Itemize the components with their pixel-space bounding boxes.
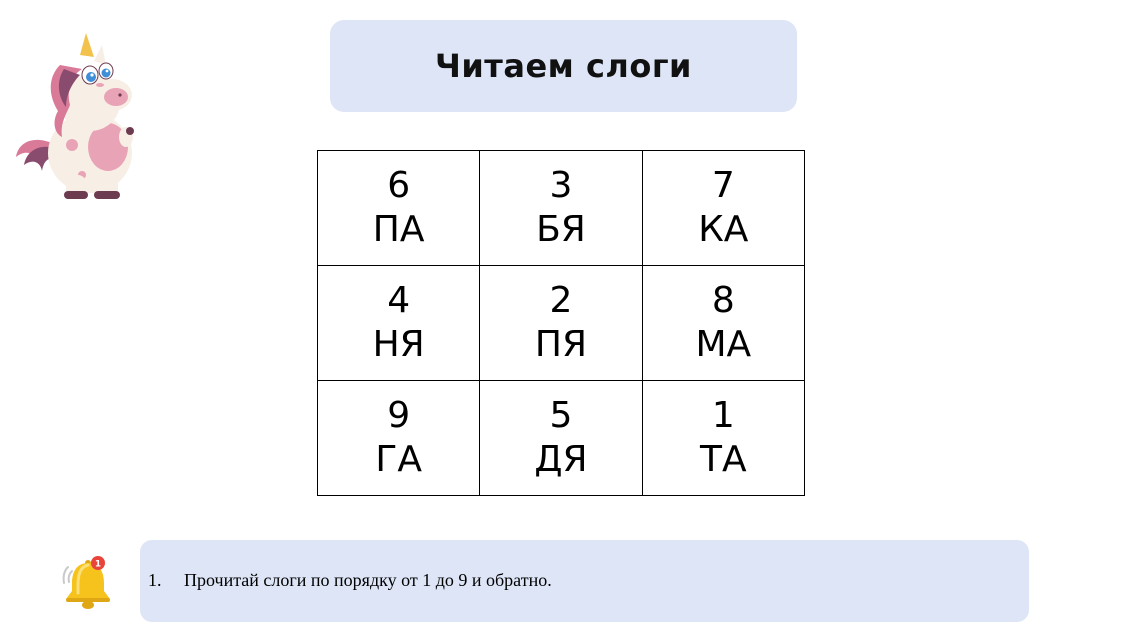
grid-cell — [642, 381, 804, 496]
grid-row — [318, 381, 805, 496]
task-number: 1. — [148, 570, 162, 590]
cell-number: 9 — [387, 395, 411, 436]
cell-number: 7 — [711, 165, 735, 206]
grid-cell — [318, 151, 480, 266]
grid-row — [318, 266, 805, 381]
cell-number: 4 — [387, 280, 411, 321]
syllable-grid — [317, 150, 805, 496]
grid-cell — [318, 266, 480, 381]
cell-syllable: ТА — [700, 439, 747, 480]
cell-syllable: ПЯ — [534, 324, 588, 365]
cell-syllable: МА — [695, 324, 752, 365]
title-banner — [330, 20, 797, 112]
task-item — [148, 570, 552, 591]
bell-badge-count: 1 — [94, 559, 102, 570]
cell-number: 5 — [549, 395, 573, 436]
cell-syllable: КА — [698, 209, 749, 250]
cell-syllable: ГА — [375, 439, 422, 480]
cell-number: 8 — [711, 280, 735, 321]
notification-bell-icon — [58, 553, 118, 611]
grid-cell — [480, 381, 642, 496]
cell-syllable: НЯ — [372, 324, 425, 365]
grid-cell — [480, 266, 642, 381]
grid-cell — [642, 151, 804, 266]
cell-syllable: БЯ — [536, 209, 586, 250]
unicorn-illustration — [12, 25, 142, 205]
grid-cell — [480, 151, 642, 266]
grid-row — [318, 151, 805, 266]
cell-syllable: ПА — [372, 209, 425, 250]
cell-syllable: ДЯ — [534, 439, 588, 480]
grid-cell — [642, 266, 804, 381]
task-text: Прочитай слоги по порядку от 1 до 9 и обратно. — [184, 570, 552, 590]
cell-number: 2 — [549, 280, 573, 321]
task-panel — [140, 540, 1029, 622]
page-title: Читаем слоги — [435, 47, 692, 85]
grid-cell — [318, 381, 480, 496]
cell-number: 3 — [549, 165, 573, 206]
cell-number: 1 — [711, 395, 735, 436]
cell-number: 6 — [387, 165, 411, 206]
